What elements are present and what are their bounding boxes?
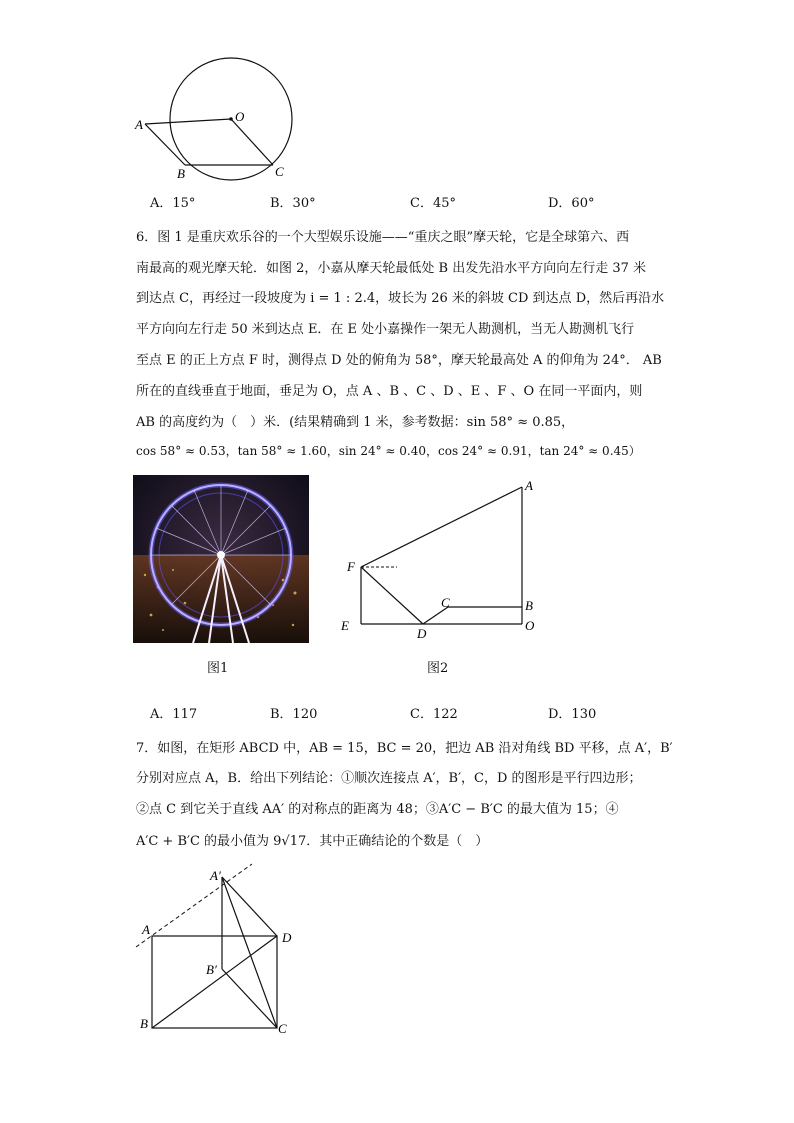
diagonal-bd: [152, 936, 277, 1028]
label-a: A: [135, 117, 143, 132]
segment-fa: [361, 487, 522, 567]
q5-option-b: B．30°: [270, 196, 316, 211]
segment-a2d: [222, 877, 277, 936]
q5-circle-figure: [125, 55, 305, 185]
label-o: O: [525, 618, 535, 633]
q6-line-5: 至点 E 的正上方点 F 时，测得点 D 处的俯角为 58°，摩天轮最高处 A 的仰角为 24°． AB: [136, 353, 662, 368]
segment-b2c: [222, 969, 277, 1028]
q5-option-c: C．45°: [410, 196, 456, 211]
q6-line-8: cos 58° ≈ 0.53，tan 58° ≈ 1.60，sin 24° ≈ 0.40，cos 24° ≈ 0.91，tan 24° ≈ 0.45）: [136, 444, 641, 458]
segment-a2c: [222, 877, 277, 1028]
label-b: B: [177, 166, 185, 181]
ferris-wheel-photo: [133, 475, 309, 643]
label-b: B: [525, 598, 533, 613]
q6-figure2: [335, 475, 550, 640]
q6-line-2: 南最高的观光摩天轮．如图 2，小嘉从摩天轮最低处 B 出发先沿水平方向向左行走 37 米: [136, 261, 647, 276]
label-b: B: [140, 1016, 148, 1031]
label-a-prime: A′: [210, 868, 221, 883]
q6-line-1: 6．图 1 是重庆欢乐谷的一个大型娱乐设施——“重庆之眼”摩天轮，它是全球第六、西: [136, 230, 630, 245]
label-f: F: [347, 559, 355, 574]
label-e: E: [341, 618, 349, 633]
q6-line-4: 平方向向左行走 50 米到达点 E．在 E 处小嘉操作一架无人勘测机，当无人勘测机飞行: [136, 322, 635, 337]
q6-option-b: B．120: [270, 707, 318, 722]
q7-line-4: A′C + B′C 的最小值为 9√17．其中正确结论的个数是（ ）: [136, 834, 489, 849]
q6-option-a: A．117: [150, 707, 198, 722]
q5-option-a: A．15°: [150, 196, 196, 211]
label-d: D: [282, 930, 292, 945]
q5-option-d: D．60°: [548, 196, 595, 211]
label-c: C: [441, 595, 450, 610]
q6-line-6: 所在的直线垂直于地面，垂足为 O，点 A 、B 、C 、D 、E 、F 、O 在同一平面内，则: [136, 384, 643, 399]
segment-ab: [145, 124, 185, 165]
q6-line-3: 到达点 C，再经过一段坡度为 i = 1 : 2.4，坡长为 26 米的斜坡 CD 到达点 D，然后再沿水: [136, 291, 665, 306]
label-a: A: [525, 478, 533, 493]
segment-ao: [145, 119, 231, 124]
label-c: C: [278, 1021, 287, 1036]
label-d: D: [417, 626, 427, 640]
q7-line-2: 分别对应点 A，B．给出下列结论：①顺次连接点 A′，B′，C，D 的图形是平行四边形；: [136, 771, 642, 786]
label-b-prime: B′: [206, 962, 217, 977]
q6-option-c: C．122: [410, 707, 458, 722]
segment-oc: [231, 119, 273, 165]
q6-line-7: AB 的高度约为（ ）米．(结果精确到 1 米，参考数据：sin 58° ≈ 0.85，: [136, 415, 575, 430]
q6-option-d: D．130: [548, 707, 597, 722]
q7-line-1: 7．如图，在矩形 ABCD 中，AB = 15，BC = 20，把边 AB 沿对角线 BD 平移，点 A′，B′: [136, 741, 673, 756]
label-c: C: [275, 164, 284, 179]
label-o: O: [235, 109, 245, 124]
dashed-line-aa2: [136, 864, 252, 947]
figure1-caption: 图1: [207, 661, 229, 676]
figure2-caption: 图2: [427, 661, 449, 676]
q7-rectangle-figure: [130, 862, 310, 1042]
q7-line-3: ②点 C 到它关于直线 AA′ 的对称点的距离为 48；③A′C − B′C 的最大值为 15；④: [136, 802, 619, 817]
segment-fd: [361, 567, 423, 624]
label-a: A: [142, 922, 150, 937]
point-o: [229, 117, 233, 121]
